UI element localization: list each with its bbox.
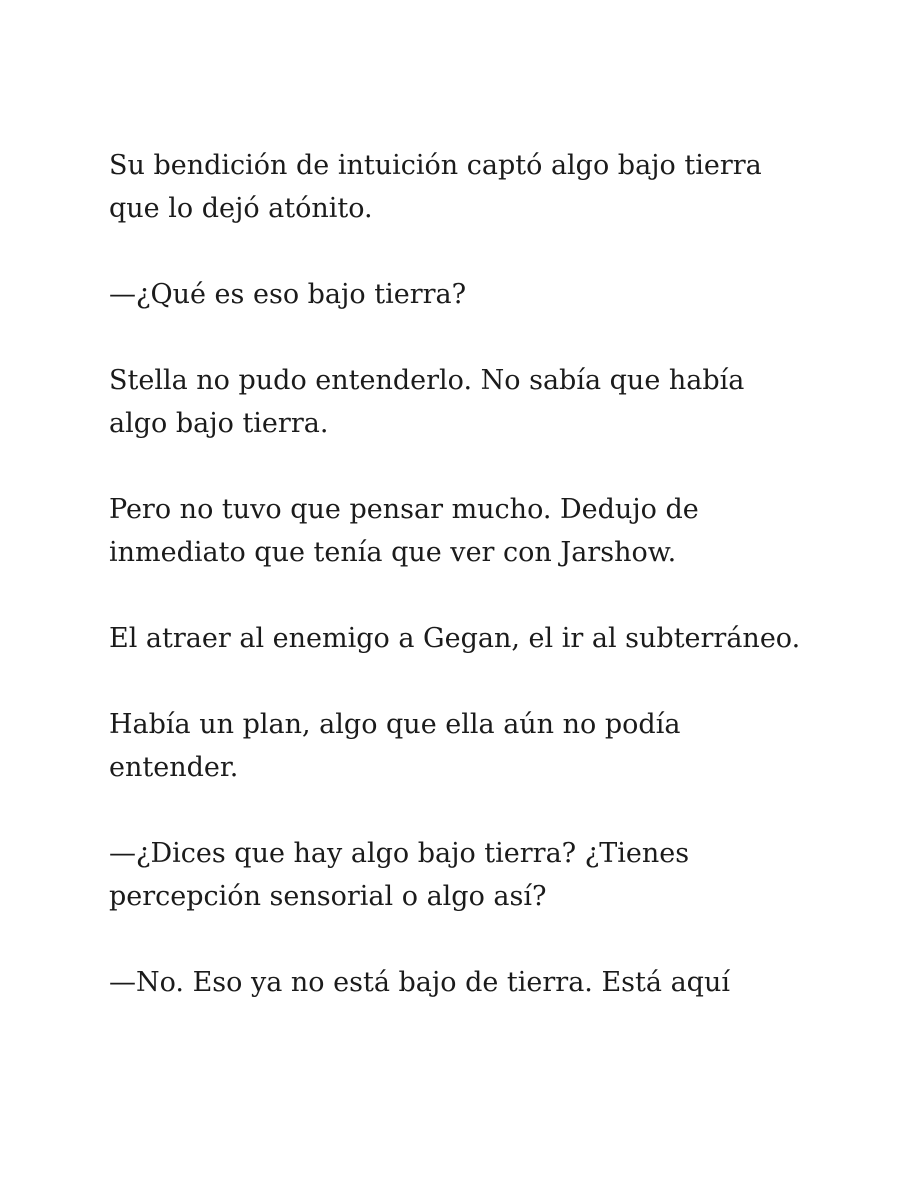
paragraph: —No. Eso ya no está bajo de tierra. Está aquí (109, 967, 730, 998)
paragraph: Su bendición de intuición captó algo bajo tierra que lo dejó atónito. (109, 150, 762, 224)
body-text (109, 144, 809, 1004)
paragraph: Había un plan, algo que ella aún no podía entender. (109, 709, 681, 783)
paragraph: —¿Dices que hay algo bajo tierra? ¿Tienes percepción sensorial o algo así? (109, 838, 690, 912)
paragraph: El atraer al enemigo a Gegan, el ir al subterráneo. (109, 623, 801, 654)
paragraph: Pero no tuvo que pensar mucho. Dedujo de inmediato que tenía que ver con Jarshow. (109, 494, 699, 568)
paragraph: Stella no pudo entenderlo. No sabía que había algo bajo tierra. (109, 365, 745, 439)
paragraph: —¿Qué es eso bajo tierra? (109, 279, 467, 310)
